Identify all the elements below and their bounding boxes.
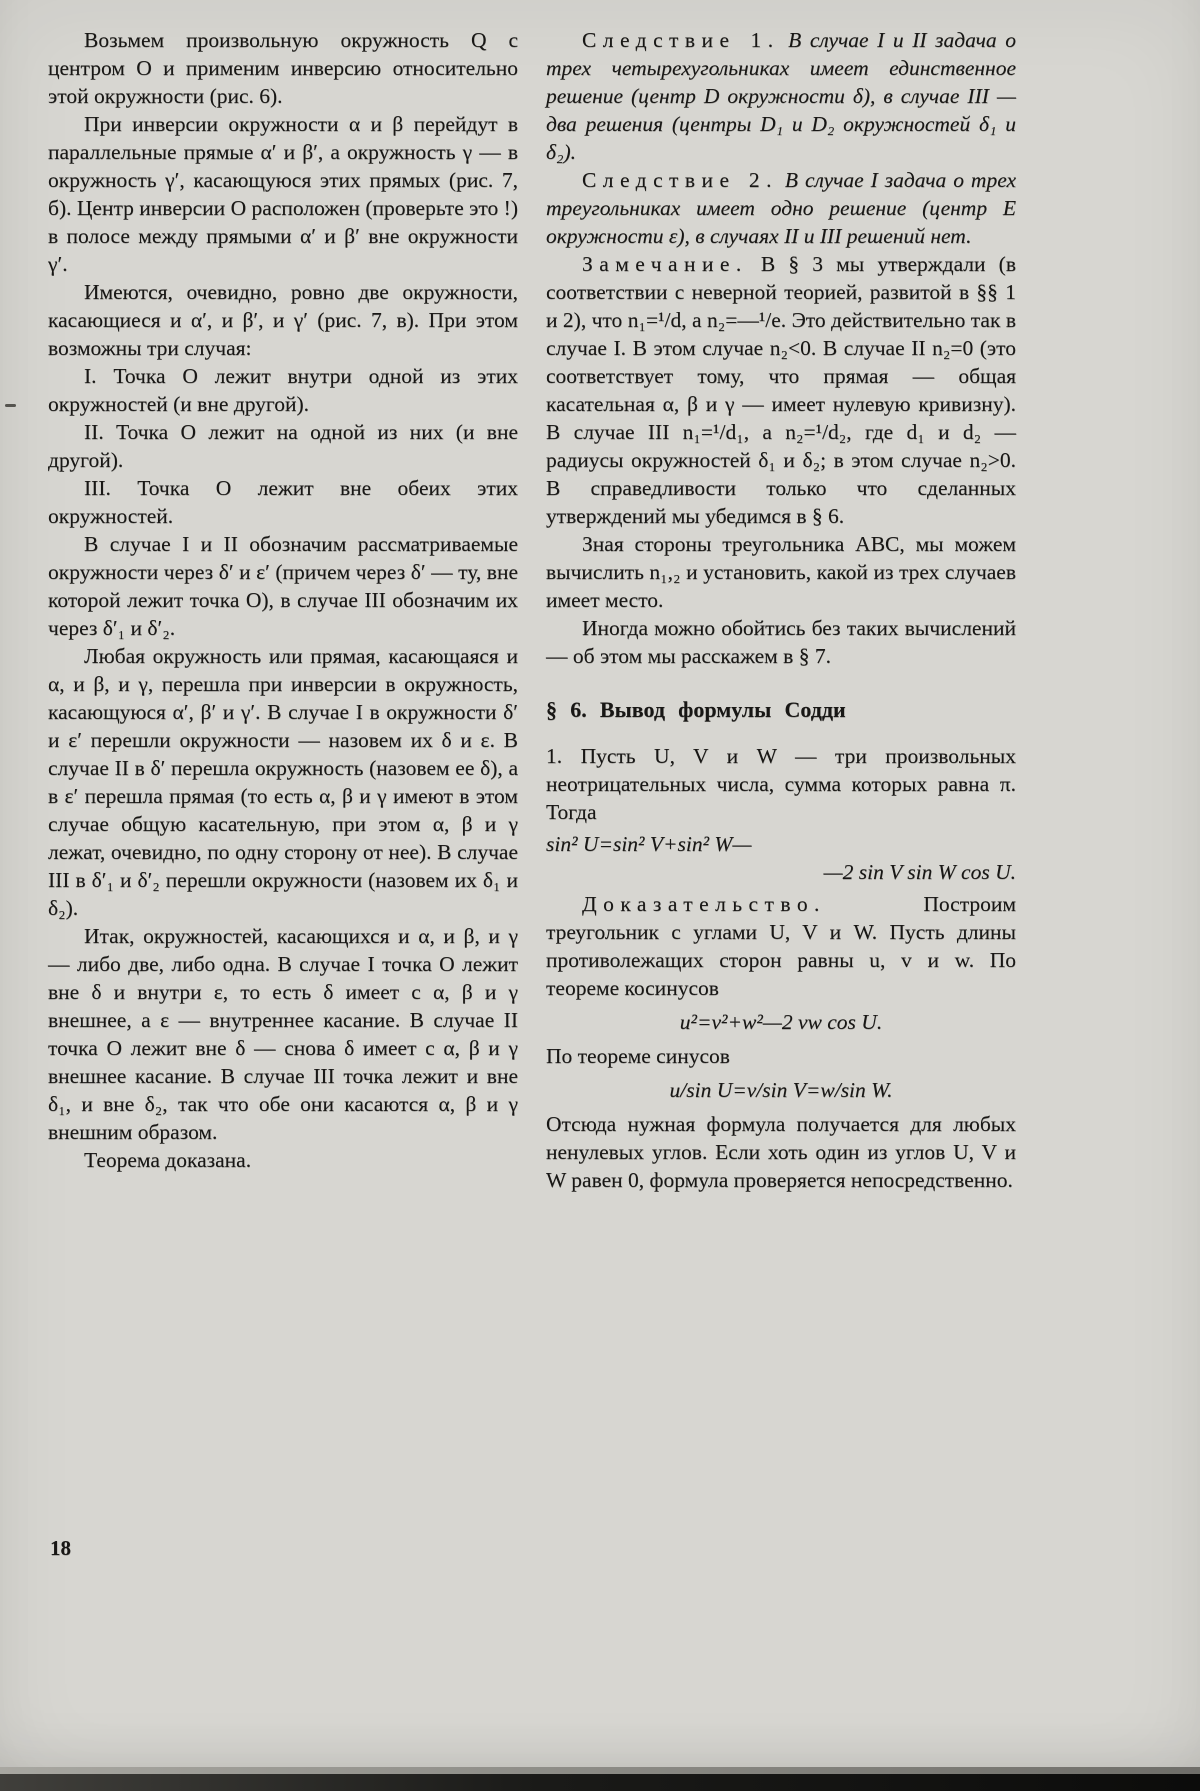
paragraph-case-two: II. Точка O лежит на одной из них (и вне другой). (48, 420, 518, 472)
paragraph-lead: Следствие 2. (582, 168, 778, 192)
paragraph-lead: Замечание. (582, 252, 748, 276)
paragraph-corollary-2 (546, 166, 1016, 250)
paragraph: Иногда можно обойтись без таких вычислений — об этом мы расскажем в § 7. (546, 616, 1016, 668)
paragraph-lead: Доказательство. (582, 892, 826, 916)
paragraph-case-three: III. Точка O лежит вне обеих этих окружностей. (48, 476, 518, 528)
paragraph: 1. Пусть U, V и W — три произвольных неотрицательных числа, сумма которых равна π. Тогда (546, 744, 1016, 824)
paragraph: Любая окружность или прямая, касающаяся и α, и β, и γ, перешла при инверсии в окружность, касающуюся α′, β′ и γ′. В случае I в окружности δ′ и ε′ перешли окружности — назовем их δ и ε. В случае II в δ′ перешла окружность (назовем ее δ), а в ε′ перешла прямая (то есть α, β и γ имеют в этом случае общую касательную, при этом α, β и γ лежат, очевидно, по одну сторону от нее). В случае III в δ′₁ и δ′₂ перешли окружности (назовем их δ₁ и δ₂). (48, 644, 518, 920)
formula-law-of-sines: u/sin U=v/sin V=w/sin W. (669, 1078, 893, 1102)
paragraph: По теореме синусов (546, 1044, 730, 1068)
paragraph-proof (546, 890, 1016, 1002)
paragraph-text: В случае I и II задача о трех четырехугольниках имеет единственное решение (центр D окружности δ), в случае III — два решения (центры D₁ и D₂ окружностей δ₁ и δ₂). (546, 28, 1017, 164)
paragraph-theorem-proved: Теорема доказана. (84, 1148, 252, 1172)
right-column (546, 26, 1016, 1194)
paragraph-lead: Следствие 1. (582, 28, 780, 52)
paragraph: Имеются, очевидно, ровно две окружности, касающиеся и α′, и β′, и γ′ (рис. 7, в). При этом возможны три случая: (48, 280, 518, 360)
paragraph-text: Построим треугольник с углами U, V и W. Пусть длины противолежащих сторон равны u, v и w. По теореме косинусов (546, 892, 1016, 1000)
text-columns (48, 26, 1016, 1194)
paragraph: Возьмем произвольную окружность Q с центром O и применим инверсию относительно этой окружности (рис. 6). (48, 28, 518, 108)
paragraph: Зная стороны треугольника ABC, мы можем вычислить n₁,₂ и установить, какой из трех случаев имеет место. (546, 532, 1016, 612)
paragraph-corollary-1 (546, 26, 1016, 166)
page-number: 18 (50, 1536, 71, 1560)
section-heading: § 6. Вывод формулы Содди (546, 697, 846, 722)
paragraph: Отсюда нужная формула получается для любых ненулевых углов. Если хоть один из углов U, V и W равен 0, формула проверяется непосредственно. (546, 1112, 1016, 1192)
paragraph-remark (546, 250, 1016, 530)
formula-sine-squared (546, 830, 1016, 886)
formula-line: sin² U=sin² V+sin² W— (546, 832, 752, 856)
paragraph-text: В случае I задача о трех треугольниках имеет одно решение (центр E окружности ε), в случаях II и III решений нет. (546, 168, 1017, 248)
paragraph: В случае I и II обозначим рассматриваемые окружности через δ′ и ε′ (причем через δ′ — ту, вне которой лежит точка O), в случае III обозначим их через δ′₁ и δ′₂. (48, 532, 518, 640)
formula-line: —2 sin V sin W cos U. (823, 860, 1016, 884)
paragraph: Итак, окружностей, касающихся и α, и β, и γ — либо две, либо одна. В случае I точка O лежит вне δ и внутри ε, то есть δ имеет с α, β и γ внешнее, а ε — внутреннее касание. В случае II точка O лежит вне δ — снова δ имеет с α, β и γ внешнее касание. В случае III точка лежит и вне δ₁, и вне δ₂, так что обе они касаются α, β и γ внешним образом. (48, 924, 518, 1144)
left-column (48, 26, 518, 1194)
paragraph-case-one: I. Точка O лежит внутри одной из этих окружностей (и вне другой). (48, 364, 518, 416)
scan-edge (0, 1774, 1200, 1791)
formula-law-of-cosines: u²=v²+w²—2 vw cos U. (679, 1010, 883, 1034)
scan-artifact (5, 404, 16, 407)
paragraph: При инверсии окружности α и β перейдут в параллельные прямые α′ и β′, а окружность γ — в окружность γ′, касающуюся этих прямых (рис. 7, б). Центр инверсии O расположен (проверьте это !) в полосе между прямыми α′ и β′ вне окружности γ′. (48, 112, 518, 276)
paragraph-text: В § 3 мы утверждали (в соответствии с неверной теорией, развитой в §§ 1 и 2), что n₁=¹/d, а n₂=—¹/e. Это действительно так в случае I. В этом случае n₂<0. В случае II n₂=0 (это соответствует тому, что прямая — общая касательная α, β и γ — имеет нулевую кривизну). В случае III n₁=¹/d₁, а n₂=¹/d₂, где d₁ и d₂ — радиусы окружностей δ₁ и δ₂; в этом случае n₂>0. В справедливости только что сделанных утверждений мы убедимся в § 6. (546, 252, 1016, 528)
